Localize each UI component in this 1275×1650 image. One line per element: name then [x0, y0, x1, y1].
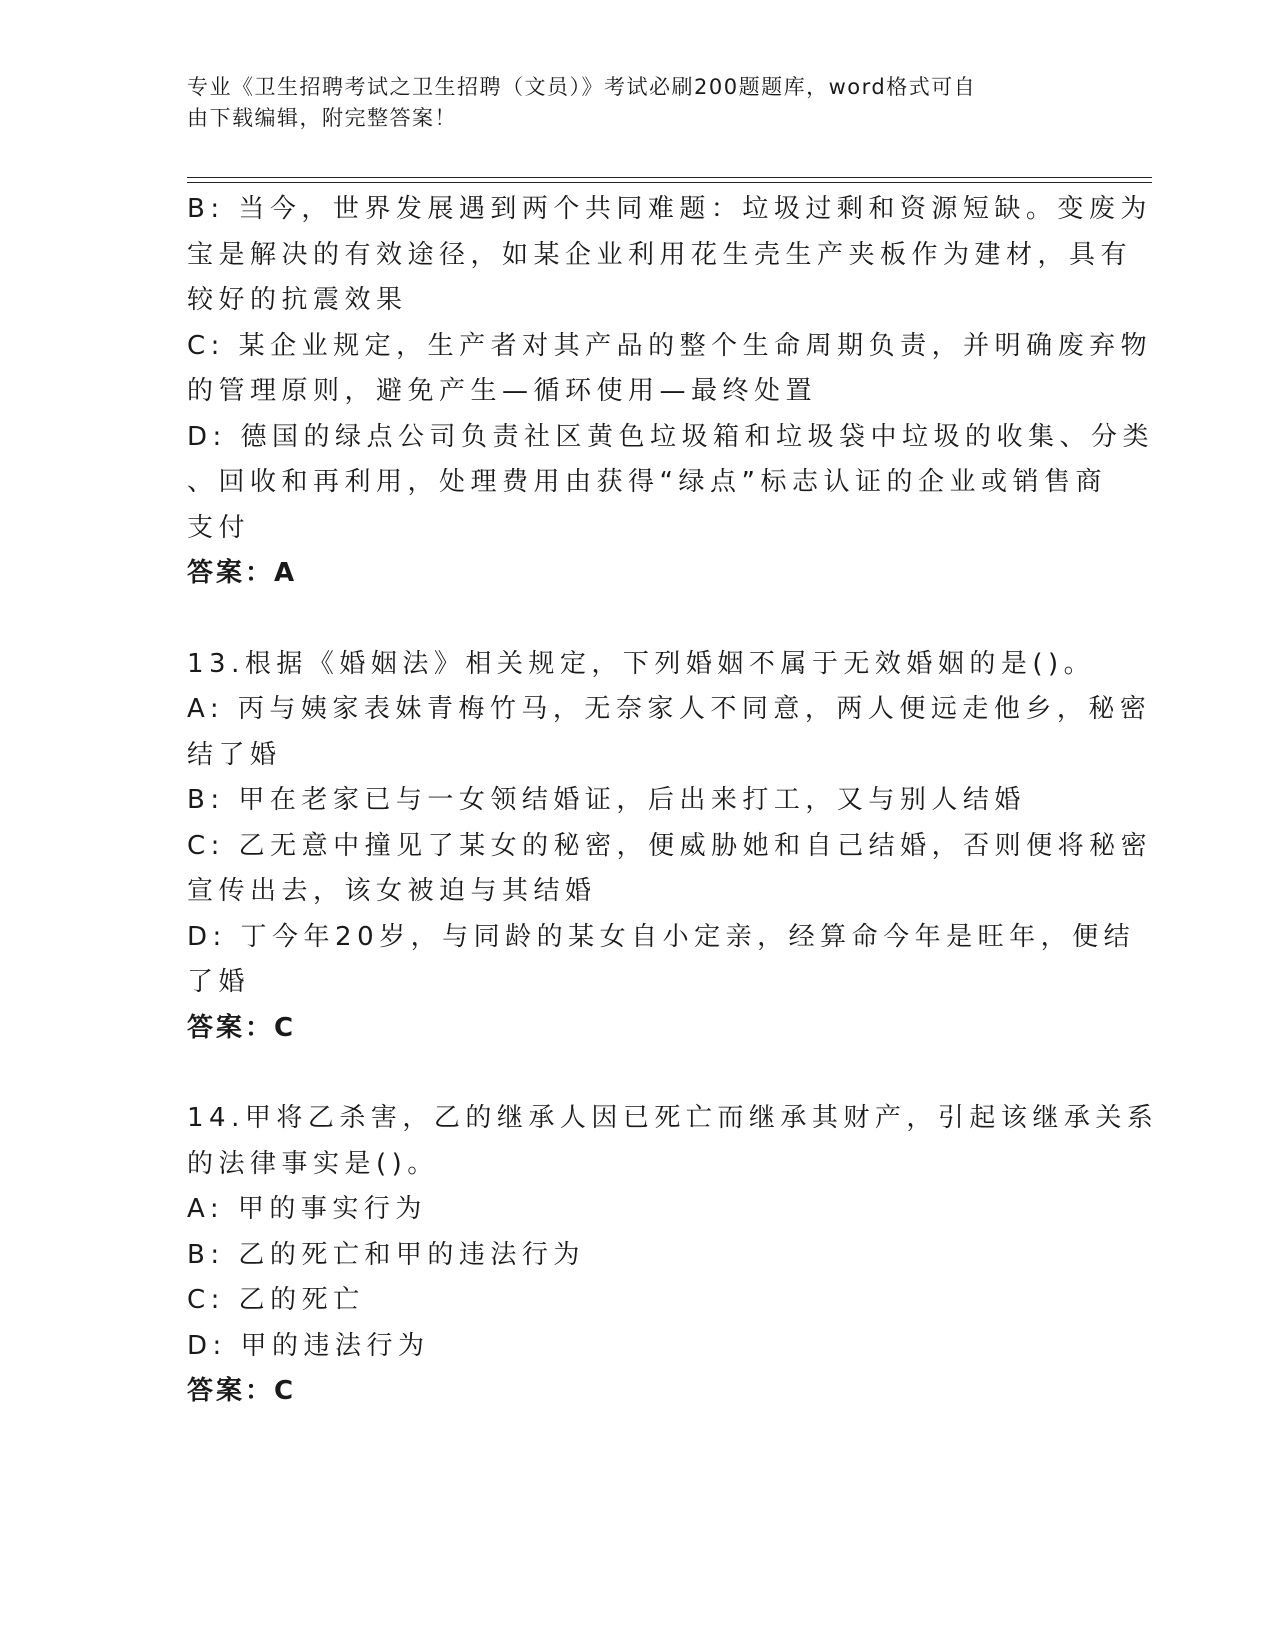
option-d — [187, 915, 1136, 1006]
question-12-continued — [187, 187, 1155, 597]
question-13 — [187, 642, 1153, 1052]
header-line: 专业《卫生招聘考试之卫生招聘（文员）》考试必刷200题题库，word格式可自 — [187, 75, 977, 99]
option-line: C: 某企业规定，生产者对其产品的整个生命周期负责，并明确废弃物 — [187, 330, 1153, 361]
option-line: 宝是解决的有效途径，如某企业利用花生壳生产夹板作为建材，具有 — [187, 239, 1133, 270]
option-line: A: 丙与姨家表妹青梅竹马，无奈家人不同意，两人便远走他乡，秘密 — [187, 694, 1152, 724]
answer: 答案：A — [187, 558, 298, 588]
document-body — [187, 187, 1159, 1415]
option-a: A: 甲的事实行为 — [187, 1194, 427, 1224]
header-divider — [187, 177, 1152, 178]
answer: 答案：C — [187, 1376, 297, 1406]
option-d — [187, 415, 1155, 552]
option-line: 结了婚 — [187, 739, 282, 770]
spacer — [187, 597, 1077, 642]
option-b: B: 乙的死亡和甲的违法行为 — [187, 1239, 585, 1270]
question-stem: 13.根据《婚姻法》相关规定，下列婚姻不属于无效婚姻的是()。 — [187, 648, 1096, 679]
option-line: 了婚 — [187, 967, 251, 997]
option-line: 支付 — [187, 512, 251, 543]
option-line: 的管理原则，避免产生—循环使用—最终处置 — [187, 376, 818, 406]
header-divider — [187, 182, 1152, 183]
option-d: D: 甲的违法行为 — [187, 1330, 430, 1361]
spacer — [187, 1051, 1077, 1096]
question-14 — [187, 1096, 1159, 1415]
option-line: B: 当今，世界发展遇到两个共同难题：垃圾过剩和资源短缺。变废为 — [187, 194, 1152, 224]
option-c — [187, 824, 1153, 915]
option-b — [187, 187, 1152, 324]
option-line: 宣传出去，该女被迫与其结婚 — [187, 876, 597, 906]
header-line: 由下载编辑，附完整答案！ — [187, 106, 457, 130]
option-line: B: 甲在老家已与一女领结婚证，后出来打工，又与别人结婚 — [187, 785, 1026, 815]
option-line: 、回收和再利用，处理费用由获得“绿点”标志认证的企业或销售商 — [187, 467, 1107, 497]
stem-line: 的法律事实是()。 — [187, 1148, 439, 1179]
option-b — [187, 778, 1077, 824]
document-header — [187, 72, 1067, 134]
option-line: D: 德国的绿点公司负责社区黄色垃圾箱和垃圾袋中垃圾的收集、分类 — [187, 421, 1155, 452]
option-a — [187, 687, 1152, 778]
stem-line: 14.甲将乙杀害，乙的继承人因已死亡而继承其财产，引起该继承关系 — [187, 1103, 1159, 1133]
option-c — [187, 324, 1153, 415]
answer: 答案：C — [187, 1012, 297, 1043]
option-line: 较好的抗震效果 — [187, 285, 408, 315]
option-c: C: 乙的死亡 — [187, 1285, 365, 1315]
option-line: D: 丁今年20岁，与同龄的某女自小定亲，经算命今年是旺年，便结 — [187, 921, 1136, 952]
question-stem — [187, 1096, 1159, 1187]
option-line: C: 乙无意中撞见了某女的秘密，便威胁她和自己结婚，否则便将秘密 — [187, 830, 1153, 861]
